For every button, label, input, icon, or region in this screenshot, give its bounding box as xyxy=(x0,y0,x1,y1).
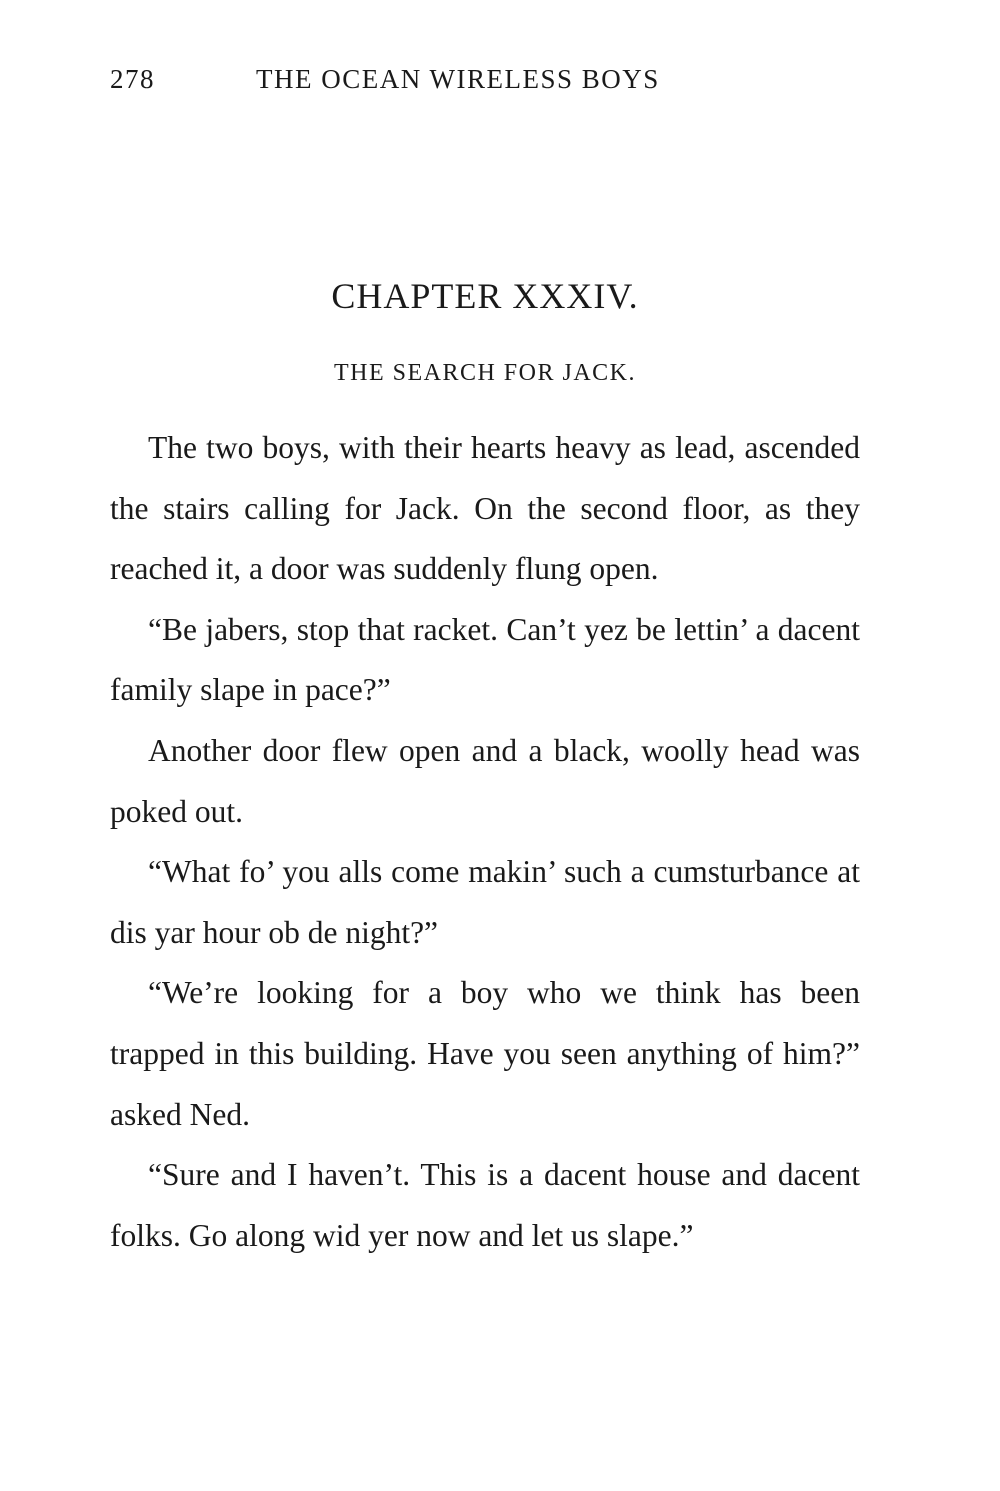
paragraph: “We’re looking for a boy who we think has been trapped in this building. Have you seen anything of him?” asked Ned. xyxy=(110,975,860,1132)
paragraph: The two boys, with their hearts heavy as lead, ascended the stairs calling for Jack. On the second floor, as they reached it, a door was suddenly flung open. xyxy=(110,430,860,587)
book-title: THE OCEAN WIRELESS BOYS xyxy=(256,64,660,94)
paragraph: “Be jabers, stop that racket. Can’t yez be lettin’ a dacent family slape in pace?” xyxy=(110,611,860,708)
paragraph: “Sure and I haven’t. This is a dacent house and dacent folks. Go along wid yer now and let us slape.” xyxy=(110,1157,860,1253)
body-text xyxy=(110,418,860,1266)
chapter-number: CHAPTER XXXIV. xyxy=(331,276,639,316)
paragraph: Another door flew open and a black, woolly head was poked out. xyxy=(110,732,860,829)
chapter-title: THE SEARCH FOR JACK. xyxy=(333,360,637,386)
running-head xyxy=(110,64,870,104)
page-number: 278 xyxy=(110,64,155,94)
paragraph: “What fo’ you alls come makin’ such a cumsturbance at dis yar hour ob de night?” xyxy=(110,854,860,950)
